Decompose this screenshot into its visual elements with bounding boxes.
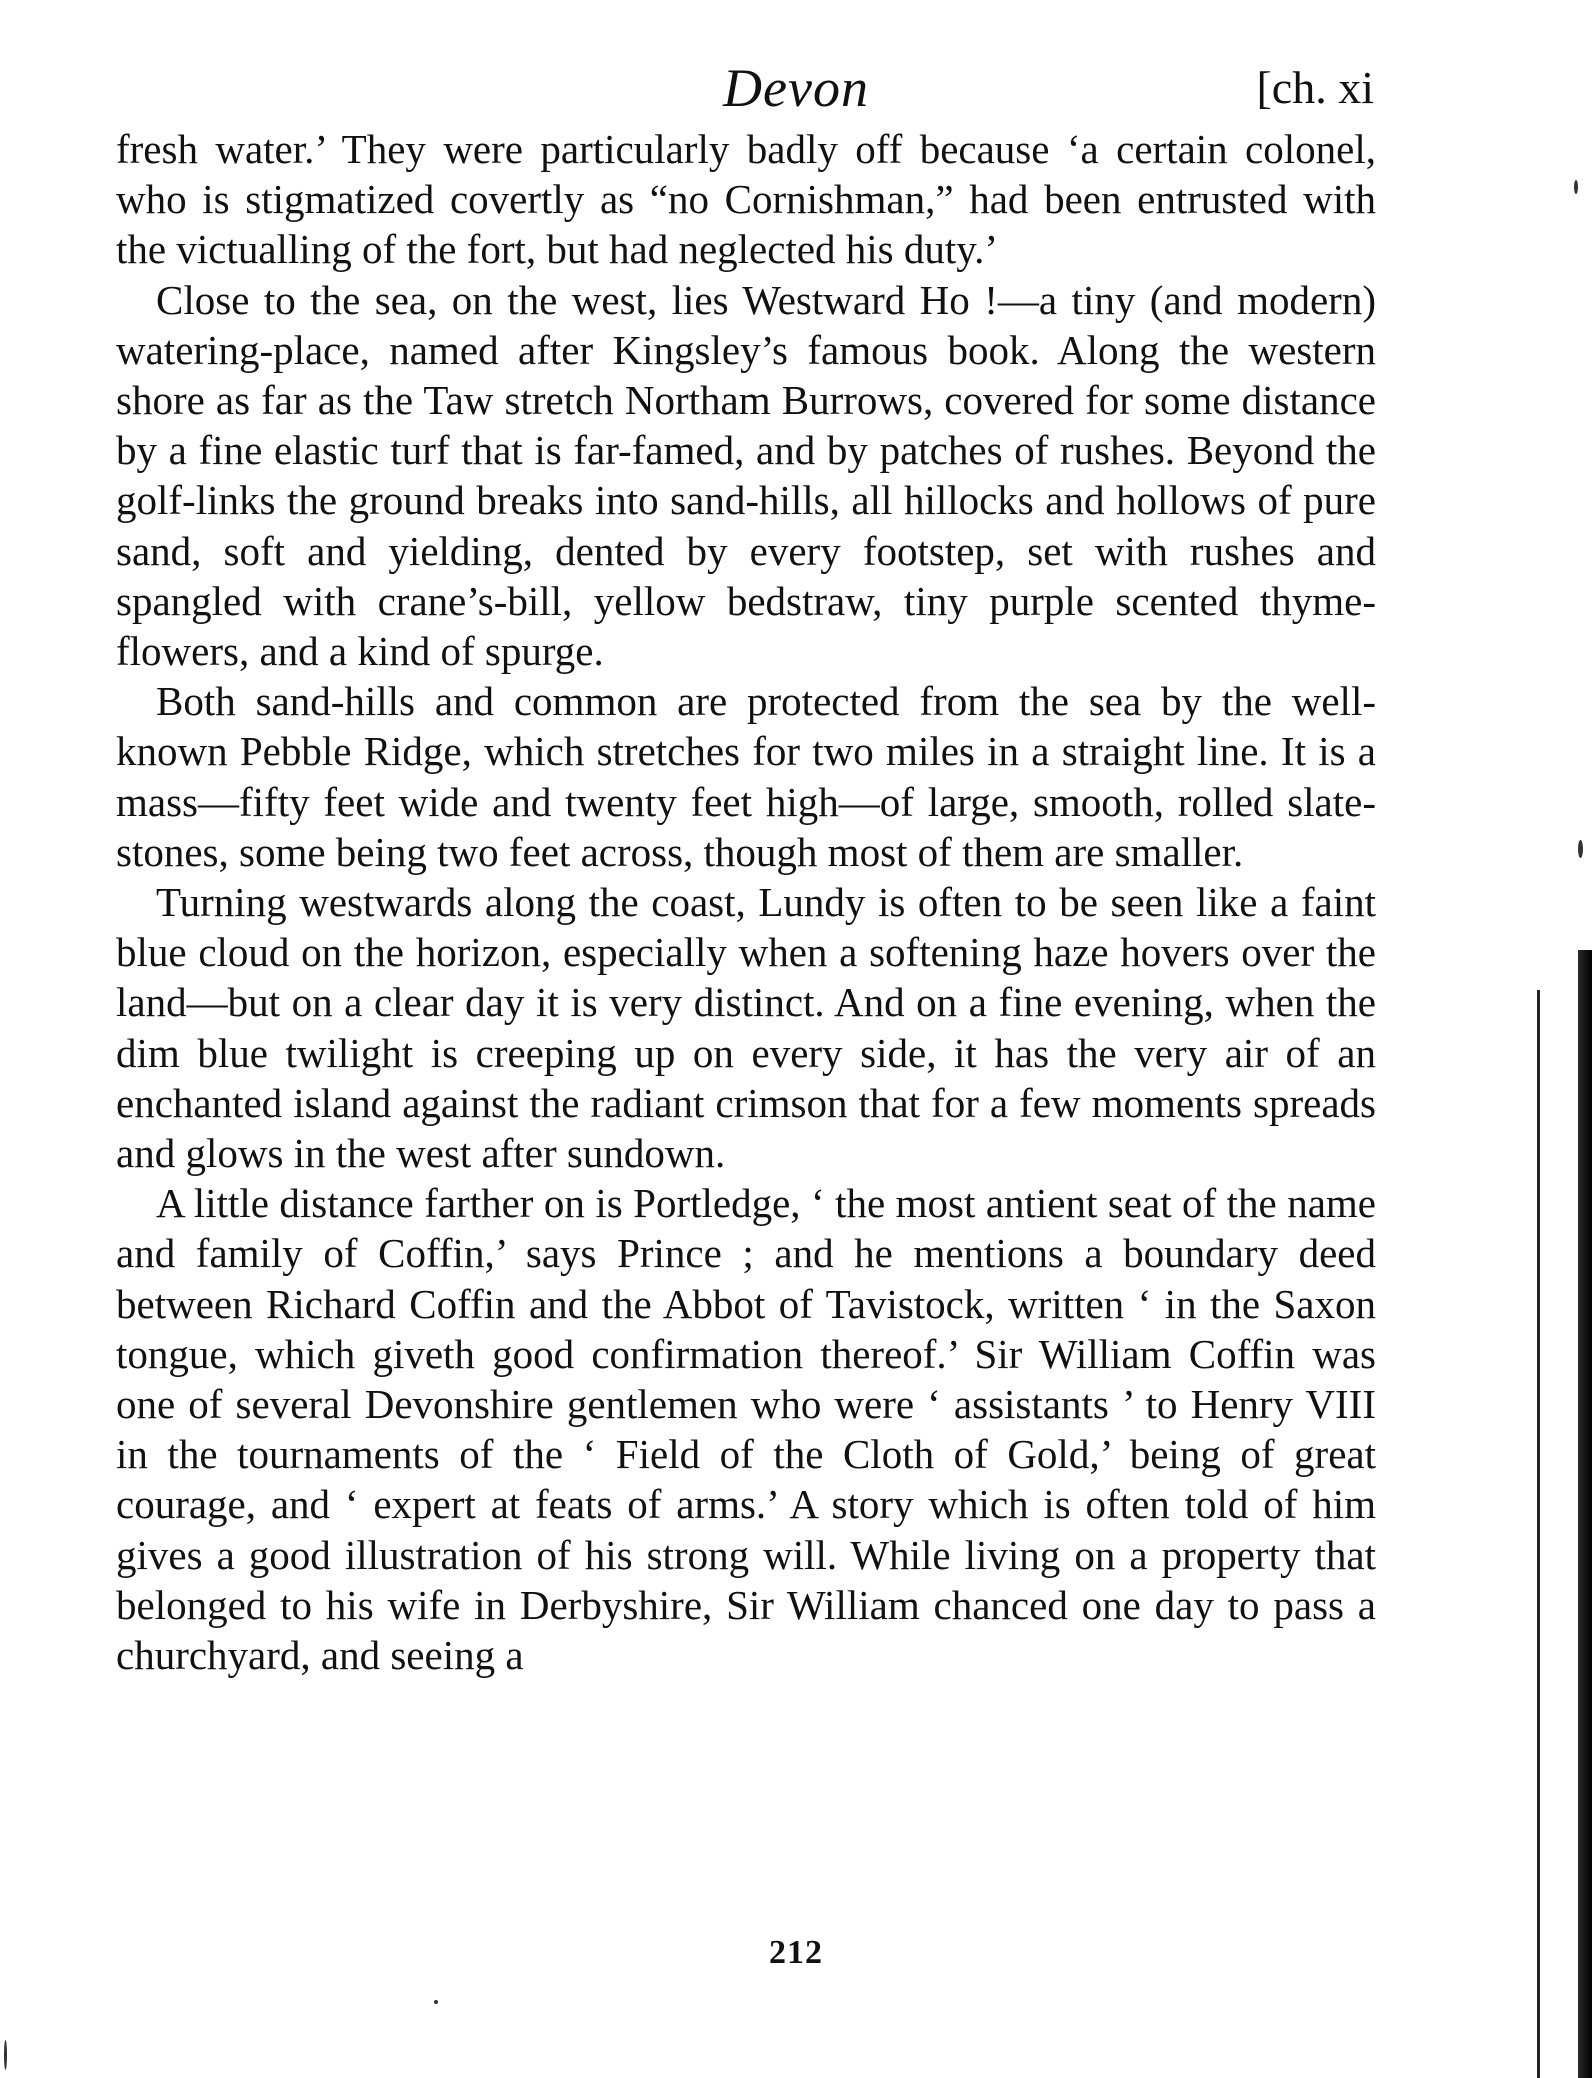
scan-binding-edge (1578, 950, 1592, 2078)
paragraph-4: Turning westwards along the coast, Lundy is often to be seen like a faint blue cloud on the horizon, especially when a softening haze hovers over the land—but on a clear day it is very distinct. And on a fine evening, when the dim blue twilight is creeping up on every side, it has the very air of an enchanted island against the radiant crimson that for a few moments spreads and glows in the west after sundown. (116, 879, 1376, 1177)
scan-speck (1578, 840, 1583, 858)
body-text (116, 124, 1376, 1680)
paragraph-3: Both sand-hills and common are protected from the sea by the well-known Pebble Ridge, which stretches for two miles in a straight line. It is a mass—fifty feet wide and twenty feet high—of large, smooth, rolled slate-stones, some being two feet across, though most of them are smaller. (116, 678, 1376, 875)
paragraph-2: Close to the sea, on the west, lies Westward Ho !—a tiny (and modern) watering-place, named after Kingsley’s famous book. Along the western shore as far as the Taw stretch Northam Burrows, covered for some distance by a fine elastic turf that is far-famed, and by patches of rushes. Beyond the golf-links the ground breaks into sand-hills, all hillocks and hollows of pure sand, soft and yielding, dented by every footstep, set with rushes and spangled with crane’s-bill, yellow bedstraw, tiny purple scented thyme-flowers, and a kind of spurge. (116, 276, 1376, 675)
page-number: 212 (769, 1934, 823, 1971)
paragraph-5: A little distance farther on is Portledge, ‘ the most antient seat of the name and family of Coffin,’ says Prince ; and he mentions a boundary deed between Richard Coffin and the Abbot of Tavistock, written ‘ in the Saxon tongue, which giveth good confirmation thereof.’ Sir William Coffin was one of several Devonshire gentlemen who were ‘ assistants ’ to Henry VIII in the tournaments of the ‘ Field of the Cloth of Gold,’ being of great courage, and ‘ expert at feats of arms.’ A story which is often told of him gives a good illustration of his strong will. While living on a property that belonged to his wife in Derbyshire, Sir William chanced one day to pass a churchyard, and seeing a (116, 1180, 1376, 1679)
scan-speck (4, 2040, 7, 2070)
scan-speck (1574, 180, 1578, 194)
paragraph-1: fresh water.’ They were particularly badly off because ‘a certain colonel, who is stigmatized covertly as “no Cornishman,” had been entrusted with the victualling of the fort, but had neglected his duty.’ (116, 126, 1376, 273)
scan-binding-line (1537, 990, 1540, 2078)
scan-speck (434, 2000, 438, 2004)
running-title: Devon (723, 58, 869, 118)
chapter-reference: [ch. xi (1256, 62, 1374, 113)
